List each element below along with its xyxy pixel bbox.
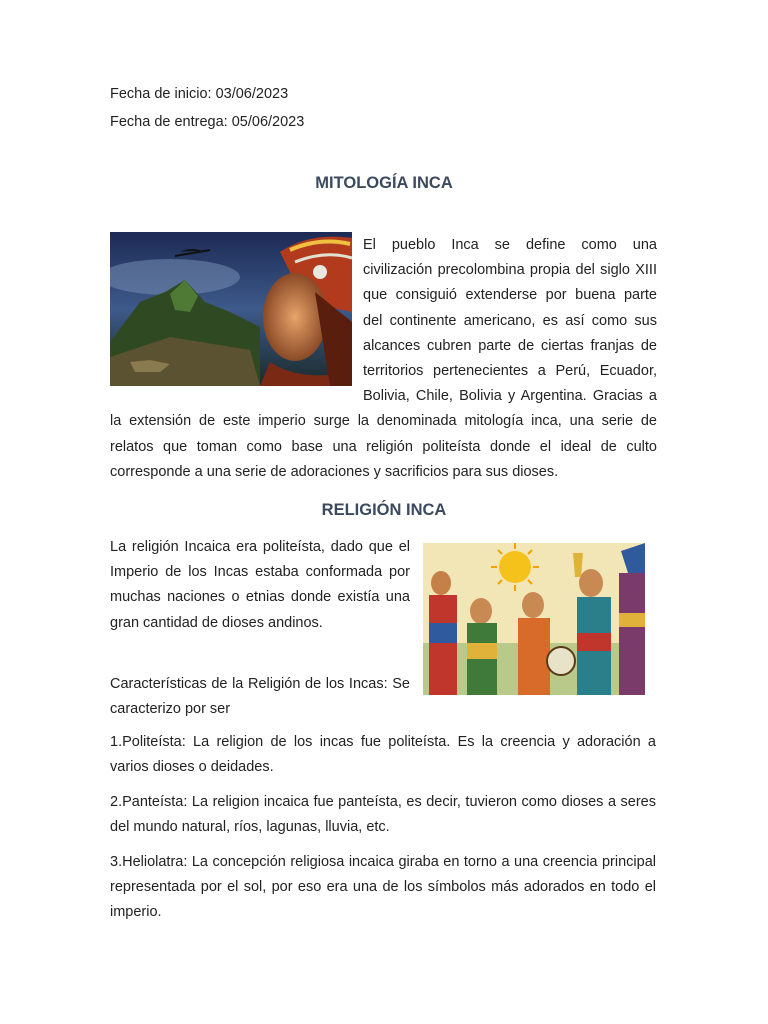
mitologia-paragraph	[110, 233, 657, 485]
list-item-3: 3.Heliolatra: La concepción religiosa incaica giraba en torno a una creencia principal representada por el sol, por eso era una de los símbolos más adorados en todo el imperio.	[110, 854, 656, 921]
section-title-religion: RELIGIÓN INCA	[321, 501, 447, 519]
list-item-2: 2.Panteísta: La religion incaica fue panteísta, es decir, tuvieron como dioses a seres del mundo natural, ríos, lagunas, lluvia, etc.	[110, 794, 656, 836]
mitologia-paragraph-text: El pueblo Inca se define como una civilización precolombina propia del siglo XIII que consiguió extenderse por buena parte del continente americano, es así como sus alcances cubren parte de ciertas franjas de territorios pertenecientes a Perú, Ecuador, Bolivia, Chile, Bolivia y Argentina. Gracias a la extensión de este imperio surge la denominada mitología inca, una serie de relatos que toman como base una religión politeísta donde el ideal de culto corresponde a una serie de adoraciones y sacrificios para sus dioses.	[110, 237, 657, 480]
section-title-mitologia: MITOLOGÍA INCA	[315, 174, 453, 192]
due-date: Fecha de entrega: 05/06/2023	[110, 114, 305, 130]
religion-paragraph: La religión Incaica era politeísta, dado que el Imperio de los Incas estaba conformada por muchas naciones o etnias donde existía una gran cantidad de dioses andinos.	[110, 539, 410, 631]
characteristics-intro: Características de la Religión de los Incas: Se caracterizo por ser	[110, 676, 410, 718]
list-item-1: 1.Politeísta: La religion de los incas fue politeísta. Es la creencia y adoración a varios dioses o deidades.	[110, 734, 656, 776]
image-float-spacer	[110, 233, 363, 385]
inca-religion-image	[423, 543, 645, 695]
start-date: Fecha de inicio: 03/06/2023	[110, 86, 289, 102]
